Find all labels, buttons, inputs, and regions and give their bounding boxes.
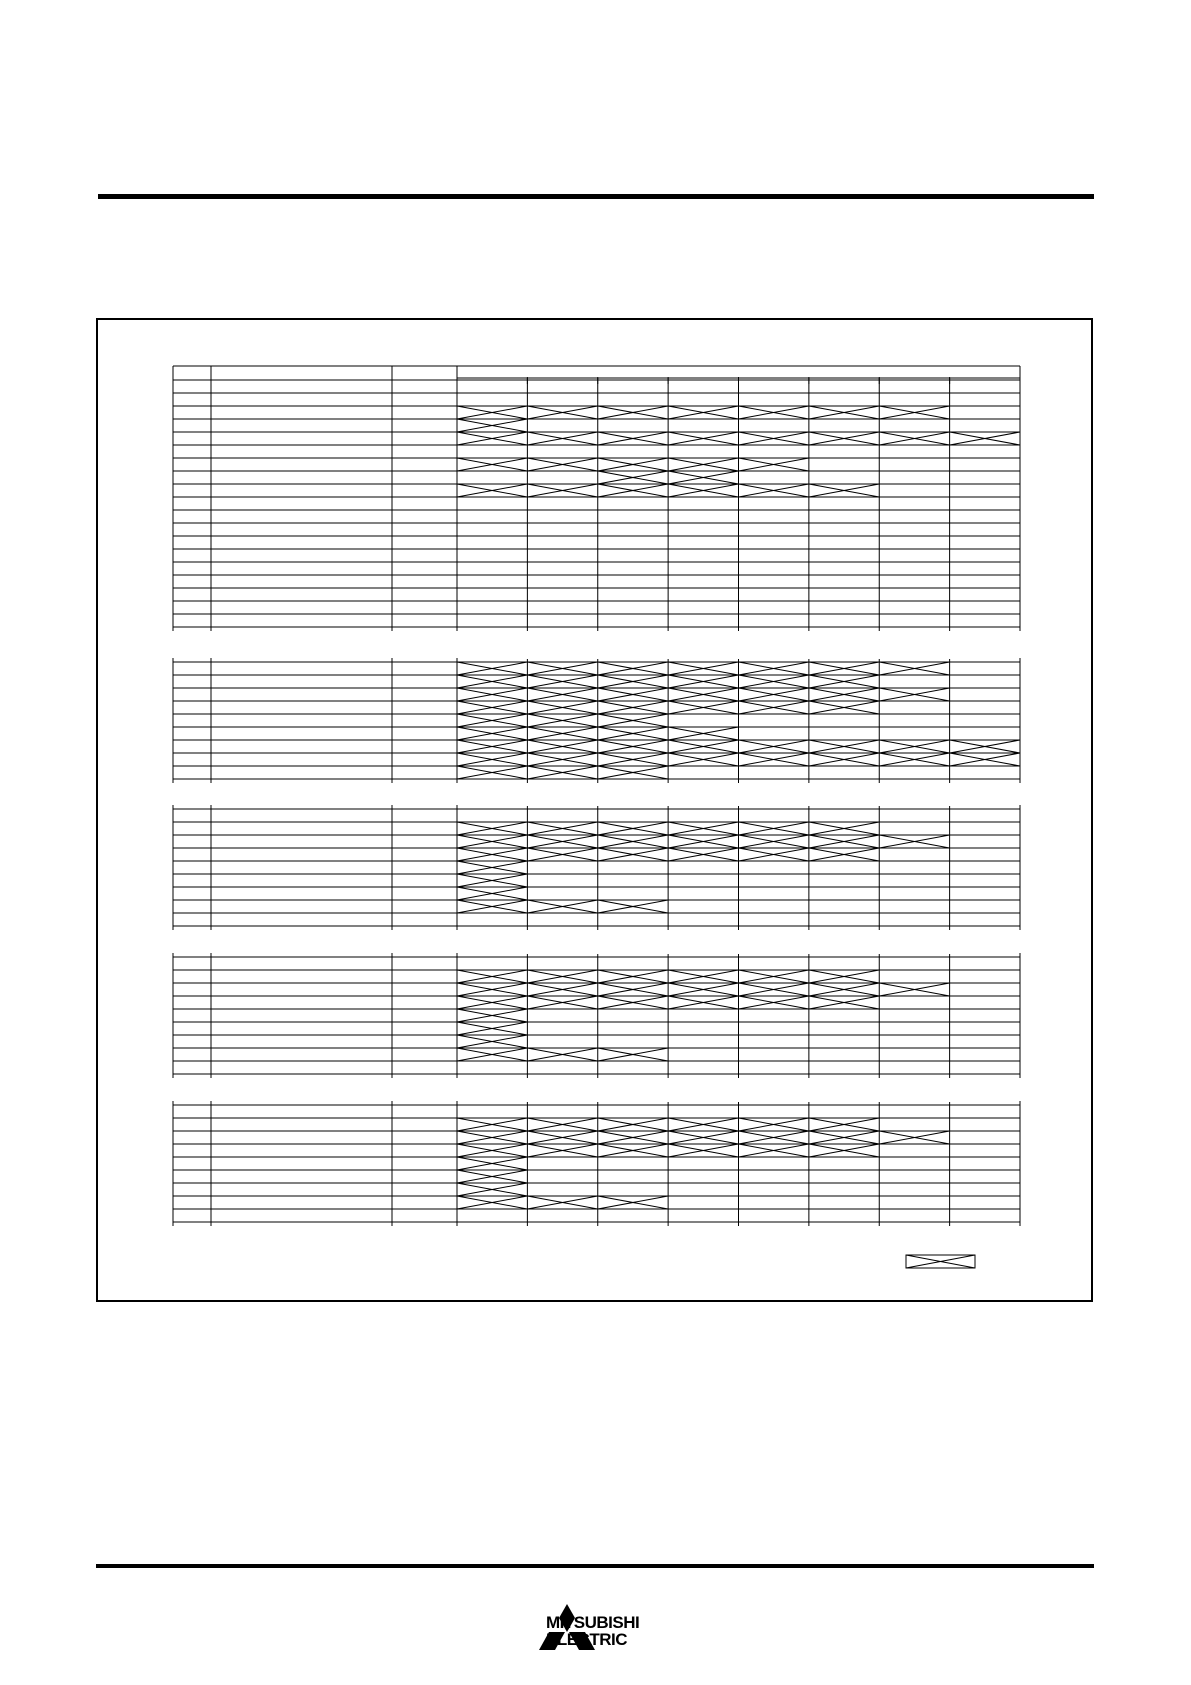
logo-line-2: ELECTRIC	[546, 1630, 627, 1649]
brand-logo-text	[546, 1614, 639, 1648]
footer-rule	[96, 1564, 1094, 1568]
logo-line-1: MITSUBISHI	[546, 1613, 640, 1632]
